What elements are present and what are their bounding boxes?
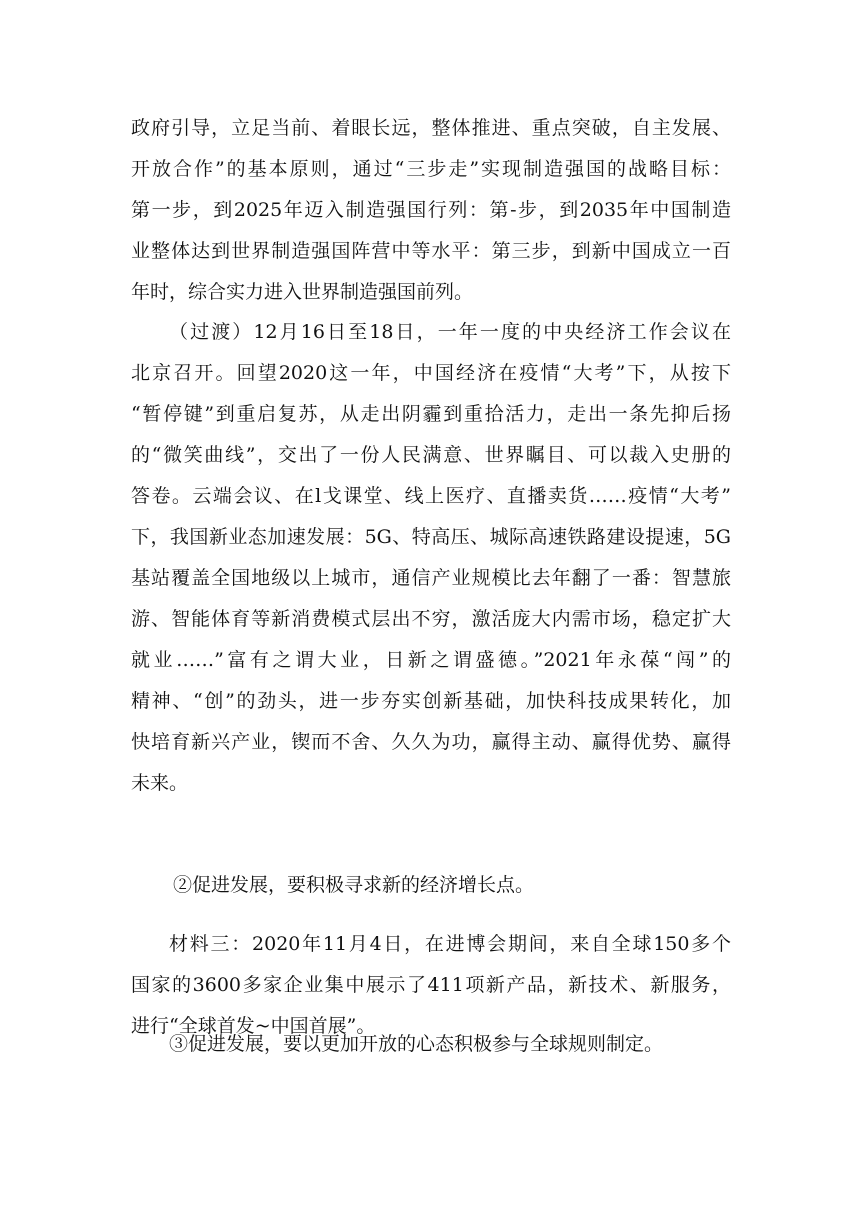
- text-line: 年时，综合实力进入世界制造强国前列。: [131, 281, 474, 303]
- text-line: 北京召开。回望2020这一年，中国经济在疫情“大考”下，从按下: [131, 362, 731, 384]
- text-line: 国家的3600多家企业集中展示了411项新产品，新技术、新服务，: [131, 974, 731, 996]
- text-line: 的“微笑曲线”，交出了一份人民满意、世界瞩目、可以裁入史册的: [131, 444, 731, 466]
- point-two-heading: [131, 865, 731, 906]
- paragraph-transition: [131, 312, 731, 804]
- text-line: 第一步，到2025年迈入制造强国行列：第-步，到2035年中国制造: [131, 199, 731, 221]
- text-line: 快培育新兴产业，锲而不舍、久久为功，赢得主动、赢得优势、赢得: [131, 731, 731, 753]
- paragraph-principles: [131, 108, 731, 313]
- text-line: 政府引导，立足当前、着眼长远，整体推进、重点突破，自主发展、: [131, 117, 731, 139]
- text-line: ②促进发展，要积极寻求新的经济增长点。: [173, 874, 535, 896]
- text-line: 材料三：2020年11月4日，在进博会期间，来自全球150多个: [169, 933, 731, 955]
- text-line: （过渡）12月16日至18日，一年一度的中央经济工作会议在: [169, 321, 731, 343]
- text-line: 答卷。云端会议、在l戈课堂、线上医疗、直播卖货……疫情“大考”: [131, 485, 731, 507]
- text-line: 开放合作”的基本原则，通过“三步走”实现制造强国的战略目标：: [131, 158, 731, 180]
- text-line: 未来。: [131, 772, 189, 794]
- text-line: 就业……”富有之谓大业，日新之谓盛德。”2021年永葆“闯”的: [131, 649, 731, 671]
- text-line: 精神、“创”的劲头，进一步夯实创新基础，加快科技成果转化，加: [131, 690, 731, 712]
- text-line: 基站覆盖全国地级以上城市，通信产业规模比去年翻了一番：智慧旅: [131, 567, 731, 589]
- text-line: 进行“全球首发~中国首展”。: [131, 1015, 376, 1037]
- text-line: 业整体达到世界制造强国阵营中等水平：第三步，到新中国成立一百: [131, 240, 731, 262]
- text-line: ③促进发展，要以更加开放的心态积极参与全球规则制定。: [169, 1033, 664, 1055]
- text-line: 游、智能体育等新消费模式层出不穷，激活庞大内需市场，稳定扩大: [131, 608, 731, 630]
- point-three-heading: [131, 1024, 731, 1065]
- text-line: 下，我国新业态加速发展：5G、特高压、城际高速铁路建设提速，5G: [131, 526, 731, 548]
- text-line: “暂停键”到重启复苏，从走出阴霾到重拾活力，走出一条先抑后扬: [131, 403, 731, 425]
